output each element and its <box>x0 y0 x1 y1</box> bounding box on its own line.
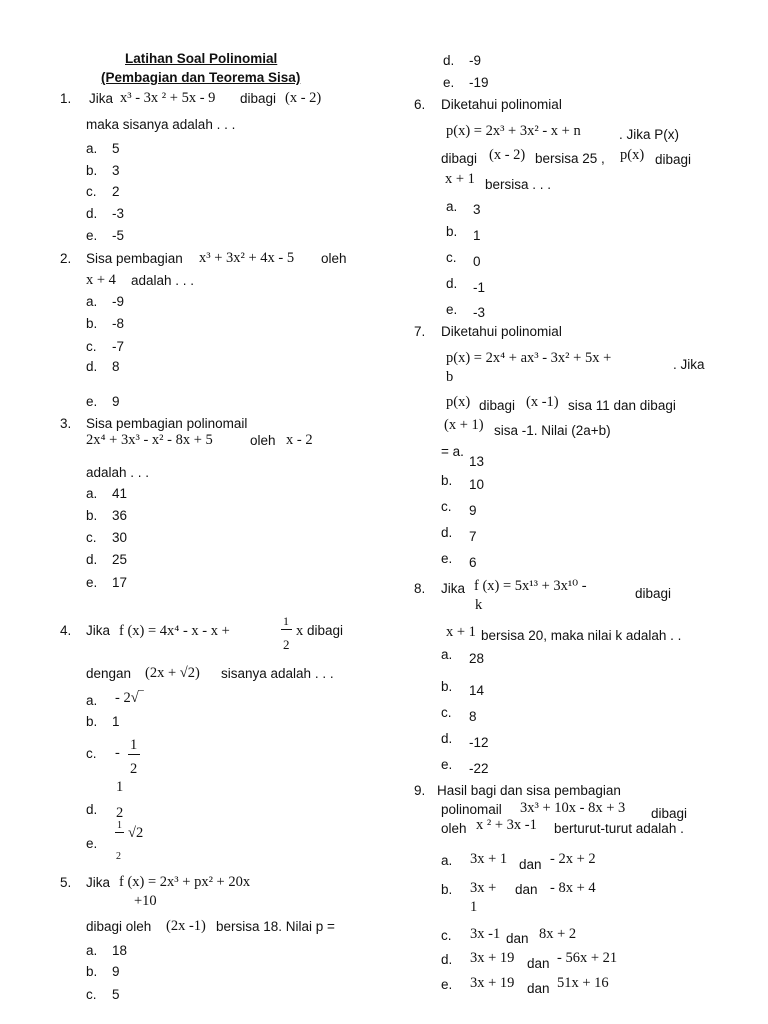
q4-jika: Jika <box>86 623 111 638</box>
q3-option-b-label: b. <box>86 508 98 523</box>
q4-fraction-bar <box>281 629 292 630</box>
q6-bersisa-1: bersisa 25 , <box>535 151 605 166</box>
q9-divisor: x ² + 3x -1 <box>476 817 537 833</box>
q9-option-e-remainder: 51x + 16 <box>557 975 609 991</box>
q5-option-e-label: e. <box>443 75 455 90</box>
q2-option-a-label: a. <box>86 294 98 309</box>
q2-option-b: -8 <box>112 316 125 331</box>
q4-number: 4. <box>60 623 72 638</box>
q1-dibagi: dibagi <box>240 91 277 106</box>
q4-question-tail: sisanya adalah . . . <box>221 666 334 681</box>
q8-divisor: x + 1 <box>446 624 476 640</box>
q3-option-a: 41 <box>112 486 128 501</box>
q5-option-e: -19 <box>469 75 489 90</box>
q7-option-e: 6 <box>469 555 477 570</box>
q4-dibagi: dibagi <box>307 623 344 638</box>
q7-jika: . Jika <box>673 357 705 372</box>
q3-option-b: 36 <box>112 508 128 523</box>
q4-option-c-numerator: 1 <box>130 737 138 753</box>
q3-option-d-label: d. <box>86 552 98 567</box>
q5-dibagi-oleh: dibagi oleh <box>86 919 152 934</box>
q7-option-c-label: c. <box>441 499 452 514</box>
q4-option-e-denominator: 2 <box>116 851 121 862</box>
q3-option-a-label: a. <box>86 486 98 501</box>
q7-divisor-2: (x + 1) <box>444 417 484 433</box>
q7-option-c: 9 <box>469 503 477 518</box>
q5-divisor: (2x -1) <box>166 918 206 934</box>
q5-expression: f (x) = 2x³ + px² + 20x <box>119 874 251 890</box>
q9-option-a-remainder: - 2x + 2 <box>550 851 596 867</box>
q6-number: 6. <box>414 97 426 112</box>
q9-option-b-quotient-continued: 1 <box>470 899 478 915</box>
q5-question-tail: bersisa 18. Nilai p = <box>216 919 335 934</box>
q6-text: Diketahui polinomial <box>441 97 562 112</box>
q1-option-d-label: d. <box>86 206 98 221</box>
q7-expression: p(x) = 2x⁴ + ax³ - 3x² + 5x + <box>446 350 612 366</box>
q4-option-c-label: c. <box>86 746 97 761</box>
q7-dibagi: dibagi <box>479 398 516 413</box>
q3-option-e: 17 <box>112 575 128 590</box>
q9-dibagi: dibagi <box>651 806 688 821</box>
q2-text: Sisa pembagian <box>86 251 183 266</box>
q1-option-c-label: c. <box>86 184 97 199</box>
worksheet-subtitle: (Pembagian dan Teorema Sisa) <box>101 70 301 85</box>
q9-option-c-quotient: 3x -1 <box>470 926 501 942</box>
q7-text: Diketahui polinomial <box>441 324 562 339</box>
q5-expression-continued: +10 <box>134 893 157 909</box>
q2-option-c: -7 <box>112 339 125 354</box>
q5-number: 5. <box>60 875 72 890</box>
q9-option-e-dan: dan <box>527 981 550 996</box>
q8-dibagi: dibagi <box>635 586 672 601</box>
q8-expression: f (x) = 5x¹³ + 3x¹⁰ - <box>474 578 587 594</box>
q4-option-d-label: d. <box>86 802 98 817</box>
q7-constant-b: b <box>446 369 454 385</box>
q7-px: p(x) <box>446 394 471 410</box>
q7-equals-a: = a. <box>441 444 464 459</box>
q4-option-c-fraction-bar <box>128 754 140 755</box>
q9-expression: 3x³ + 10x - 8x + 3 <box>520 800 626 816</box>
q9-option-d-dan: dan <box>527 956 550 971</box>
q6-option-a-label: a. <box>446 199 458 214</box>
q6-option-b: 1 <box>473 228 481 243</box>
q5-option-b: 9 <box>112 964 120 979</box>
q1-option-e: -5 <box>112 228 125 243</box>
q2-option-b-label: b. <box>86 316 98 331</box>
q9-option-d-quotient: 3x + 19 <box>470 950 515 966</box>
q8-jika: Jika <box>441 581 466 596</box>
q3-option-d: 25 <box>112 552 128 567</box>
q1-option-b-label: b. <box>86 163 98 178</box>
q5-option-d: -9 <box>469 53 482 68</box>
q9-option-d-label: d. <box>441 952 453 967</box>
q9-option-a-label: a. <box>441 853 453 868</box>
q9-question-tail: berturut-turut adalah . <box>554 821 684 836</box>
q2-option-d-label: d. <box>86 359 98 374</box>
q1-option-c: 2 <box>112 184 120 199</box>
q7-divisor-1: (x -1) <box>526 394 559 410</box>
q8-number: 8. <box>414 581 426 596</box>
q9-polinomail: polinomail <box>441 802 502 817</box>
q8-option-e: -22 <box>469 761 489 776</box>
q4-option-e-root: √2 <box>128 825 144 841</box>
q2-question-tail: adalah . . . <box>131 273 195 288</box>
q1-option-a-label: a. <box>86 141 98 156</box>
q1-expression: x³ - 3x ² + 5x - 9 <box>120 90 216 106</box>
q1-option-e-label: e. <box>86 228 98 243</box>
q3-text: Sisa pembagian polinomail <box>86 416 248 431</box>
q4-dengan: dengan <box>86 666 132 681</box>
q3-question-tail: adalah . . . <box>86 465 150 480</box>
q9-option-c-label: c. <box>441 928 452 943</box>
q4-option-e-numerator: 1 <box>117 820 122 831</box>
q1-question-tail: maka sisanya adalah . . . <box>86 117 236 132</box>
q5-option-d-label: d. <box>443 53 455 68</box>
q3-number: 3. <box>60 416 72 431</box>
q1-option-d: -3 <box>112 206 125 221</box>
q6-option-b-label: b. <box>446 224 458 239</box>
q2-option-e: 9 <box>112 394 120 409</box>
q4-option-e-fraction-bar <box>115 832 124 833</box>
q2-option-e-label: e. <box>86 394 98 409</box>
q6-dibagi-2: dibagi <box>655 152 692 167</box>
q8-option-e-label: e. <box>441 757 453 772</box>
q9-option-c-dan: dan <box>506 931 529 946</box>
q6-jika: . Jika P(x) <box>619 127 680 142</box>
q9-option-b-dan: dan <box>515 882 538 897</box>
q2-option-d: 8 <box>112 359 120 374</box>
q9-option-e-quotient: 3x + 19 <box>470 975 515 991</box>
q6-expression: p(x) = 2x³ + 3x² - x + n <box>446 123 581 139</box>
q7-sisa-2: sisa -1. Nilai (2a+b) <box>494 423 611 438</box>
q5-option-b-label: b. <box>86 964 98 979</box>
q6-option-d: -1 <box>473 280 486 295</box>
q7-option-a: 13 <box>469 454 485 469</box>
q9-number: 9. <box>414 783 426 798</box>
q6-option-a: 3 <box>473 202 481 217</box>
q4-option-a: - 2√‾ <box>115 690 144 706</box>
q9-option-d-remainder: - 56x + 21 <box>557 950 618 966</box>
q9-oleh: oleh <box>441 821 467 836</box>
q9-option-e-label: e. <box>441 977 453 992</box>
q6-option-c-label: c. <box>446 250 457 265</box>
q9-option-a-quotient: 3x + 1 <box>470 851 508 867</box>
q1-option-b: 3 <box>112 163 120 178</box>
q6-option-d-label: d. <box>446 276 458 291</box>
q4-option-b: 1 <box>112 714 120 729</box>
q5-option-a: 18 <box>112 943 128 958</box>
q9-text: Hasil bagi dan sisa pembagian <box>437 783 621 798</box>
q3-oleh: oleh <box>250 433 276 448</box>
q2-divisor: x + 4 <box>86 272 116 288</box>
q1-number: 1. <box>60 91 72 106</box>
q3-option-c: 30 <box>112 530 128 545</box>
q4-option-a-label: a. <box>86 693 98 708</box>
q1-jika: Jika <box>89 91 114 106</box>
q4-option-d-denominator: 2 <box>116 805 124 821</box>
q6-option-e: -3 <box>473 305 486 320</box>
q5-option-a-label: a. <box>86 943 98 958</box>
q4-fraction-numerator: 1 <box>283 614 289 628</box>
q8-option-a: 28 <box>469 651 485 666</box>
q8-constant-k: k <box>475 597 483 613</box>
q3-divisor: x - 2 <box>286 432 313 448</box>
q2-number: 2. <box>60 251 72 266</box>
q4-option-c-denominator: 2 <box>130 761 138 777</box>
q9-option-a-dan: dan <box>519 857 542 872</box>
q2-option-c-label: c. <box>86 339 97 354</box>
q1-option-a: 5 <box>112 141 120 156</box>
q6-dibagi-1: dibagi <box>441 151 478 166</box>
q1-divisor: (x - 2) <box>285 90 322 106</box>
q9-option-b-label: b. <box>441 882 453 897</box>
q2-oleh: oleh <box>321 251 347 266</box>
q8-option-a-label: a. <box>441 647 453 662</box>
q7-option-b-label: b. <box>441 473 453 488</box>
q6-divisor-1: (x - 2) <box>489 147 526 163</box>
q7-option-d-label: d. <box>441 525 453 540</box>
q6-divisor-2: x + 1 <box>445 171 475 187</box>
q6-question-tail: bersisa . . . <box>485 177 552 192</box>
q9-option-c-remainder: 8x + 2 <box>539 926 577 942</box>
q9-option-b-remainder: - 8x + 4 <box>550 880 596 896</box>
q8-question-tail: bersisa 20, maka nilai k adalah . . <box>481 628 682 643</box>
q4-option-e-label: e. <box>86 836 98 851</box>
q8-option-b: 14 <box>469 683 485 698</box>
q8-option-c: 8 <box>469 709 477 724</box>
q7-option-b: 10 <box>469 477 485 492</box>
q5-jika: Jika <box>86 875 111 890</box>
q7-number: 7. <box>414 324 426 339</box>
q3-expression: 2x⁴ + 3x³ - x² - 8x + 5 <box>86 432 213 448</box>
q8-option-d: -12 <box>469 735 489 750</box>
q2-expression: x³ + 3x² + 4x - 5 <box>199 250 295 266</box>
q4-divisor: (2x + √2) <box>145 665 200 681</box>
worksheet-title: Latihan Soal Polinomial <box>125 51 278 66</box>
q9-option-b-quotient: 3x + <box>470 880 497 896</box>
q4-option-d-numerator: 1 <box>116 779 124 795</box>
q5-option-c: 5 <box>112 987 120 1002</box>
q6-px: p(x) <box>620 147 645 163</box>
q4-option-b-label: b. <box>86 714 98 729</box>
q4-expression: f (x) = 4x⁴ - x - x + <box>119 623 230 639</box>
q7-option-d: 7 <box>469 529 477 544</box>
q7-option-e-label: e. <box>441 551 453 566</box>
q6-option-e-label: e. <box>446 302 458 317</box>
q3-option-c-label: c. <box>86 530 97 545</box>
q4-option-c-sign: - <box>115 745 120 761</box>
q6-option-c: 0 <box>473 254 481 269</box>
q3-option-e-label: e. <box>86 575 98 590</box>
q8-option-b-label: b. <box>441 679 453 694</box>
q4-x: x <box>296 623 304 639</box>
q5-option-c-label: c. <box>86 987 97 1002</box>
q7-sisa-1: sisa 11 dan dibagi <box>568 398 676 413</box>
q8-option-d-label: d. <box>441 731 453 746</box>
q8-option-c-label: c. <box>441 705 452 720</box>
q4-fraction-denominator: 2 <box>283 637 290 652</box>
q2-option-a: -9 <box>112 294 125 309</box>
